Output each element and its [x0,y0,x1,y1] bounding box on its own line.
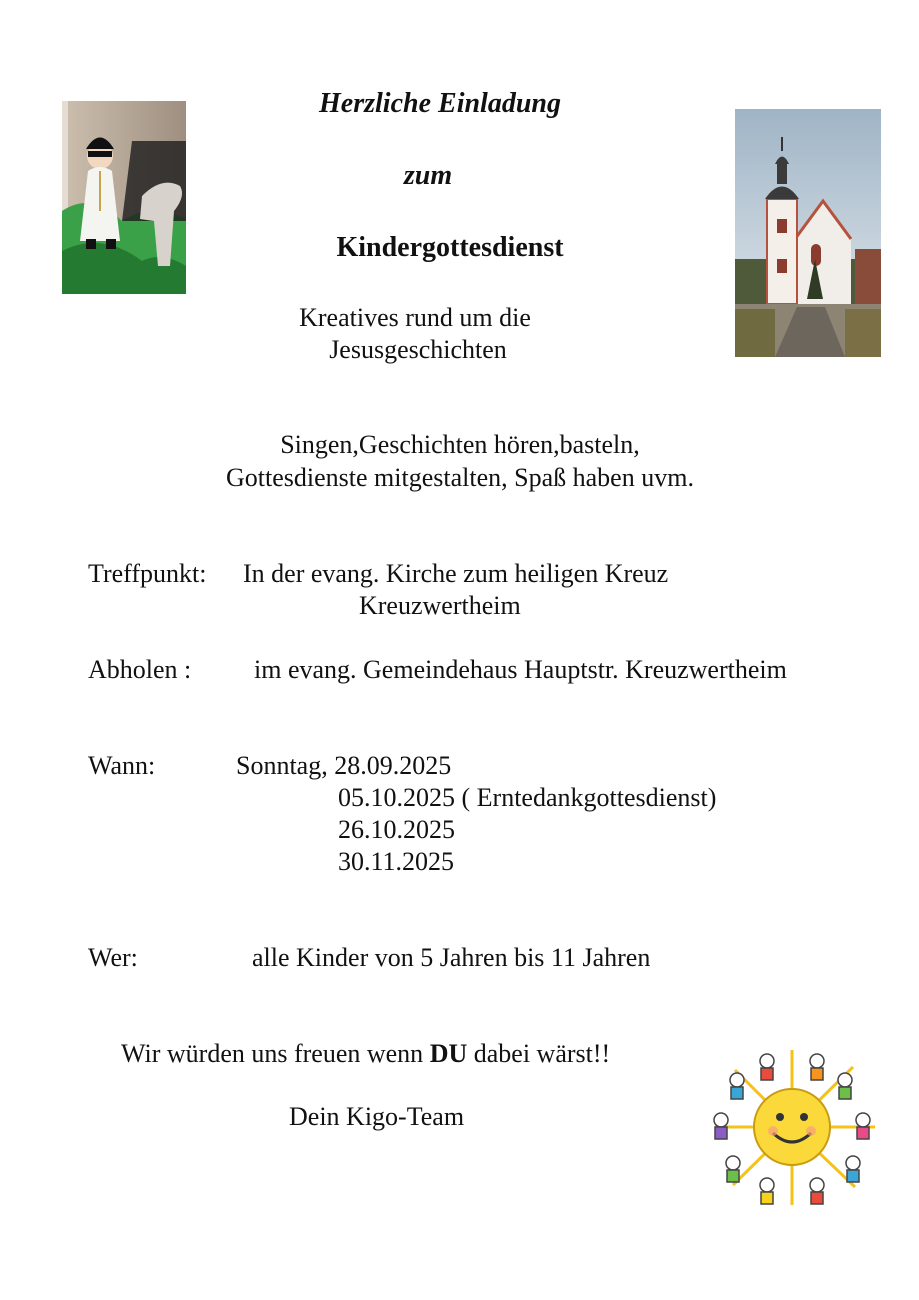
angel-figurine-photo [62,101,186,294]
wann-label: Wann: [88,751,156,780]
treffpunkt-place: Kreuzwertheim [359,591,521,620]
subtitle-line-1: Kreatives rund um die [299,303,531,332]
wer-value: alle Kinder von 5 Jahren bis 11 Jahren [252,943,651,972]
church-photo [735,109,881,357]
closing-emphasis: DU [429,1039,468,1068]
date-2: 05.10.2025 ( Erntedankgottesdienst) [338,783,717,812]
closing-message [121,1038,610,1070]
closing-text-after: dabei wärst!! [467,1039,611,1068]
sun-children-clipart [705,1045,880,1210]
abholen-label: Abholen : [88,655,192,684]
subtitle-line-2: Jesusgeschichten [329,335,507,364]
activities-line-2: Gottesdienste mitgestalten, Spaß haben uvm. [226,463,694,492]
treffpunkt-value: In der evang. Kirche zum heiligen Kreuz [243,559,669,588]
invitation-subheading: zum [403,160,453,191]
abholen-value: im evang. Gemeindehaus Hauptstr. Kreuzwertheim [254,655,787,684]
treffpunkt-label: Treffpunkt: [88,559,207,588]
event-title: Kindergottesdienst [336,232,564,263]
invitation-heading: Herzliche Einladung [319,88,561,119]
date-4: 30.11.2025 [338,847,455,876]
date-1: Sonntag, 28.09.2025 [236,751,452,780]
closing-text-before: Wir würden uns freuen wenn [121,1039,430,1068]
signature: Dein Kigo-Team [289,1102,465,1131]
activities-line-1: Singen,Geschichten hören,basteln, [280,430,640,459]
wer-label: Wer: [88,943,138,972]
date-3: 26.10.2025 [338,815,455,844]
